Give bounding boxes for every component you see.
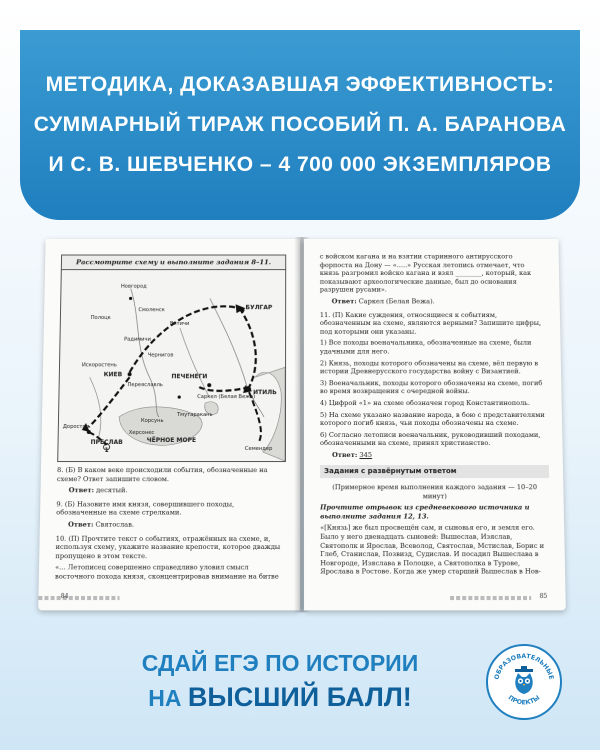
map-label-chernigov: Чернигов [147,352,174,359]
map-label-pechenegi: ПЕЧЕНЕГИ [171,373,208,381]
map-label-iskorosten: Искоростень [81,362,117,369]
answer-label: Ответ: [331,297,357,306]
answer-8 [69,486,284,495]
time-note: (Примерное время выполнения каждого задания — 10–20 минут) [332,483,538,500]
map-label-bulgar: БУЛГАР [245,304,273,312]
exam-callout [100,646,460,715]
map-label-vyatichi: Вятичи [169,320,190,327]
banner-line-3: И С. В. ШЕВЧЕНКО – 4 700 000 ЭКЗЕМПЛЯРОВ [48,153,552,176]
option-1: 1) Все походы военачальника, обозначенные на схеме, были удачными для него. [319,339,532,356]
page-number-right: 85 [539,593,548,601]
option-4: 4) Цифрой «1» на схеме обозначен город Константинополь. [319,398,531,407]
option-5: 5) На схеме указано название народа, в бою с представителями которого погиб князь, чьи походы обозначены на схеме. [319,410,545,428]
answer-value: Святослав. [95,520,135,529]
section-title: Задания с развёрнутым ответом [320,466,549,479]
question-10-continued: с войском кагана и на взятии старинного антирусского форпоста на Дону — «.....» Русская летопись отмечает, что князь разгромил войско кагана и взял ________, который, как показывают археологические данные, был до основания разрушен русами». [319,252,532,294]
banner-line-1: МЕТОДИКА, ДОКАЗАВШАЯ ЭФФЕКТИВНОСТЬ: [45,73,555,96]
source-text: «[Князь] же был просвещён сам, и сыновья его, и земля его. Было у него двенадцать сыновей: Вышеслав, Изяслав, Святополк и Ярослав, Всеволод, Святослав, Мстислав, Борис и Глеб, Станислав, Позвизд, Судислав. И посадил Вышеслава в Новгороде, Изяслава в Полоцке, а Святополка в Турове, Ярослава в Ростове. Когда же умер старший Вышеслав в Нов- [320,524,545,576]
map-marker-1: 1 [104,446,109,455]
answer-label: Ответ: [68,520,94,529]
callout-line-1: СДАЙ ЕГЭ ПО ИСТОРИИ [141,650,419,676]
answer-10 [332,297,546,305]
left-page [38,239,300,610]
page-footer-bar [38,596,119,600]
svg-text:ОБРАЗОВАТЕЛЬНЫЕ: ОБРАЗОВАТЕЛЬНЫЕ [493,652,555,681]
map-label-sarkel: Саркел (Белая Вежа) [197,394,256,401]
map-label-khersones: Херсонес [128,429,155,436]
publisher-logo [486,644,562,720]
answer-value: десятый. [96,486,128,495]
option-2: 2) Князь, походы которого обозначены на схеме, вёл первую в истории Древнерусского государства войну с Византией. [319,358,539,376]
question-9: 9. (Б) Назовите имя князя, совершившего походы, обозначенные на схеме стрелками. [56,500,235,517]
source-instruction: Прочтите отрывок из средневекового источника и выполните задания 12, 13. [320,503,530,521]
page-number-left: 84 [60,593,69,601]
answer-11 [332,451,549,460]
option-3: 3) Военачальник, походы которого обозначены на схеме, погиб во время возвращения с очередной войны. [319,378,543,396]
question-11: 11. (П) Какие суждения, относящиеся к событиям, обозначенным на схеме, являются верными? Запишите цифры, под которыми они указаны. [319,310,542,336]
map-label-korsun: Корсунь [140,418,164,424]
option-6: 6) Согласно летописи военачальник, руководивший походами, обозначенными на схеме, принял христианство. [320,430,541,448]
question-10: 10. (П) Прочтите текст о событиях, отражённых на схеме, и, используя схему, укажите название крепости, которое дважды пропущено в этом тексте. [55,534,281,560]
answer-label: Ответ: [332,450,358,459]
map-label-tmutarakan: Тмутаракань [177,412,213,419]
callout-highlight: ВЫСШИЙ БАЛЛ! [187,682,412,712]
answer-value: Саркел (Белая Вежа). [358,297,435,306]
map-label-black-sea: ЧЁРНОЕ МОРЕ [146,436,197,444]
answer-9 [68,521,284,530]
map-label-kiev: КИЕВ [103,371,123,379]
left-page-questions [55,466,284,584]
map-label-radimichi: Радимичи [124,336,151,343]
map-label-smolensk: Смоленск [138,307,165,314]
answer-value: 345 [359,450,373,459]
banner-line-2: СУММАРНЫЙ ТИРАЖ ПОСОБИЙ П. А. БАРАНОВА [33,113,567,136]
right-page-content [320,253,551,580]
svg-text:ПРОЕКТЫ: ПРОЕКТЫ [506,694,542,707]
map-label-dorostol: Доростол [62,423,89,430]
map-label-preslav: ПРЕСЛАВ [90,438,123,446]
map-label-novgorod: Новгород [120,283,147,290]
owl-icon [515,666,533,694]
map-label-polotsk: Полоцк [90,315,111,321]
callout-prefix: НА [148,685,188,711]
right-page [304,239,566,610]
page-footer-bar [450,596,531,600]
map-label-itil: ИТИЛЬ [253,389,277,397]
logo-emblem [488,646,560,718]
header-banner [20,30,580,220]
map-label-pereyaslavl: Переяславль [127,382,163,389]
historical-map [57,255,286,463]
open-book [38,231,566,612]
question-8: 8. (Б) В каком веке происходили события, обозначенные на схеме? Ответ запишите словом. [56,466,268,483]
callout-line-2 [100,680,460,715]
map-caption: Рассмотрите схему и выполните задания 8–11. [62,256,285,271]
question-10-quote: «... Летописец совершенно справедливо уловил смысл восточного похода князя, сконцентрировав внимание на битве [54,563,279,581]
map-label-semender: Семендер [244,445,273,453]
answer-label: Ответ: [68,486,95,495]
